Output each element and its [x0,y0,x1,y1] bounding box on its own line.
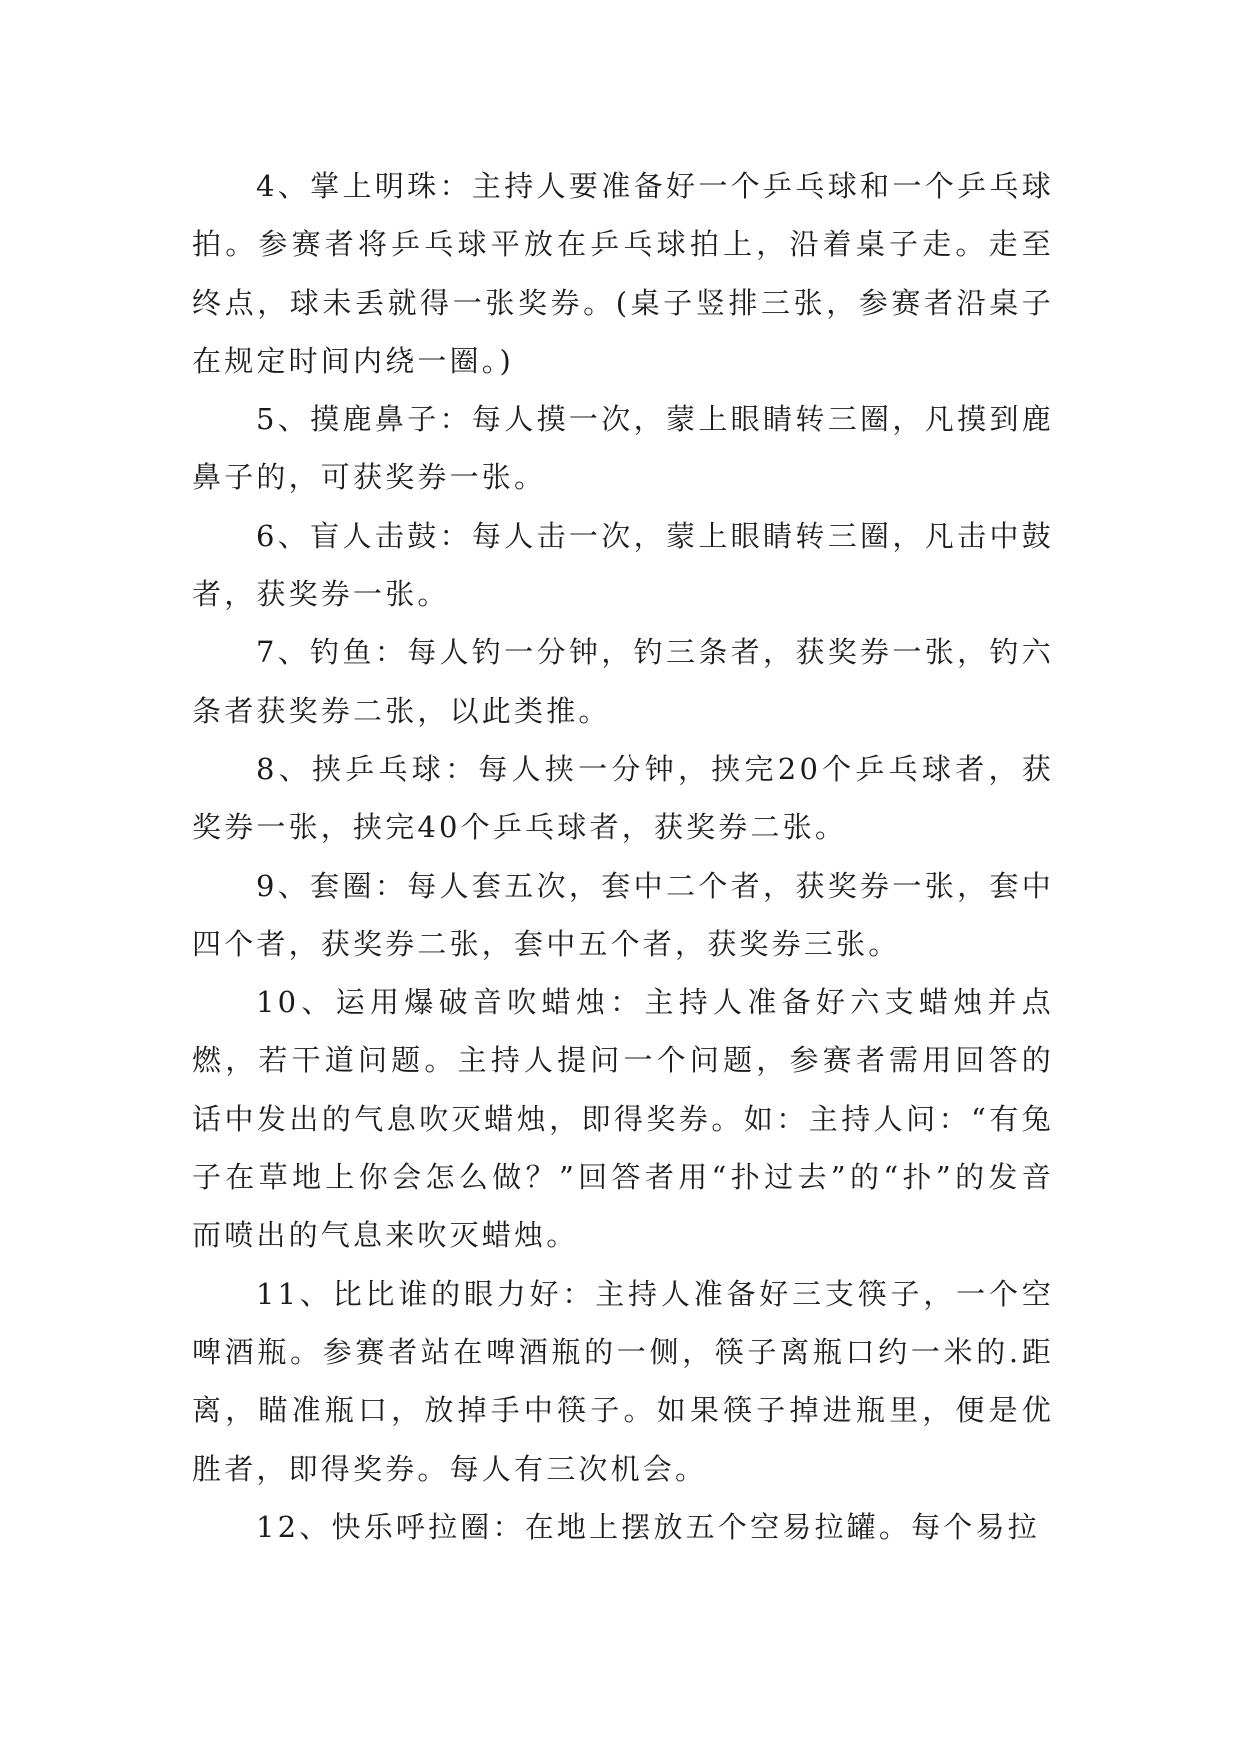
paragraph-item-6: 6、盲人击鼓：每人击一次，蒙上眼睛转三圈，凡击中鼓者，获奖券一张。 [192,518,1054,612]
paragraph-item-11: 11、比比谁的眼力好：主持人准备好三支筷子，一个空啤酒瓶。参赛者站在啤酒瓶的一侧，筷子离瓶口约一米的.距离，瞄准瓶口，放掉手中筷子。如果筷子掉进瓶里，便是优胜者，即得奖券。每人有三次机会。 [192,1276,1054,1486]
paragraph-item-7: 7、钓鱼：每人钓一分钟，钓三条者，获奖券一张，钓六条者获奖券二张，以此类推。 [192,635,1054,728]
paragraph-item-4: 4、掌上明珠：主持人要准备好一个乒乓球和一个乒乓球拍。参赛者将乒乓球平放在乒乓球拍上，沿着桌子走。走至终点，球未丢就得一张奖券。(桌子竖排三张，参赛者沿桌子在规定时间内绕一圈。) [192,169,1054,378]
paragraph-item-5: 5、摸鹿鼻子：每人摸一次，蒙上眼睛转三圈，凡摸到鹿鼻子的，可获奖券一张。 [192,402,1054,495]
paragraph-item-9: 9、套圈：每人套五次，套中二个者，获奖券一张，套中四个者，获奖券二张，套中五个者，获奖券三张。 [192,868,1054,961]
paragraph-item-10: 10、运用爆破音吹蜡烛：主持人准备好六支蜡烛并点燃，若干道问题。主持人提问一个问题，参赛者需用回答的话中发出的气息吹灭蜡烛，即得奖券。如：主持人问：“有兔子在草地上你会怎么做？”回答者用“扑过去”的“扑”的发音而喷出的气息来吹灭蜡烛。 [192,985,1054,1253]
paragraph-item-12: 12、快乐呼拉圈：在地上摆放五个空易拉罐。每个易拉 [256,1509,1040,1544]
document-body [192,157,1054,1556]
paragraph-item-8: 8、挟乒乓球：每人挟一分钟，挟完20个乒乓球者，获奖券一张，挟完40个乒乓球者，获奖券二张。 [192,751,1054,845]
